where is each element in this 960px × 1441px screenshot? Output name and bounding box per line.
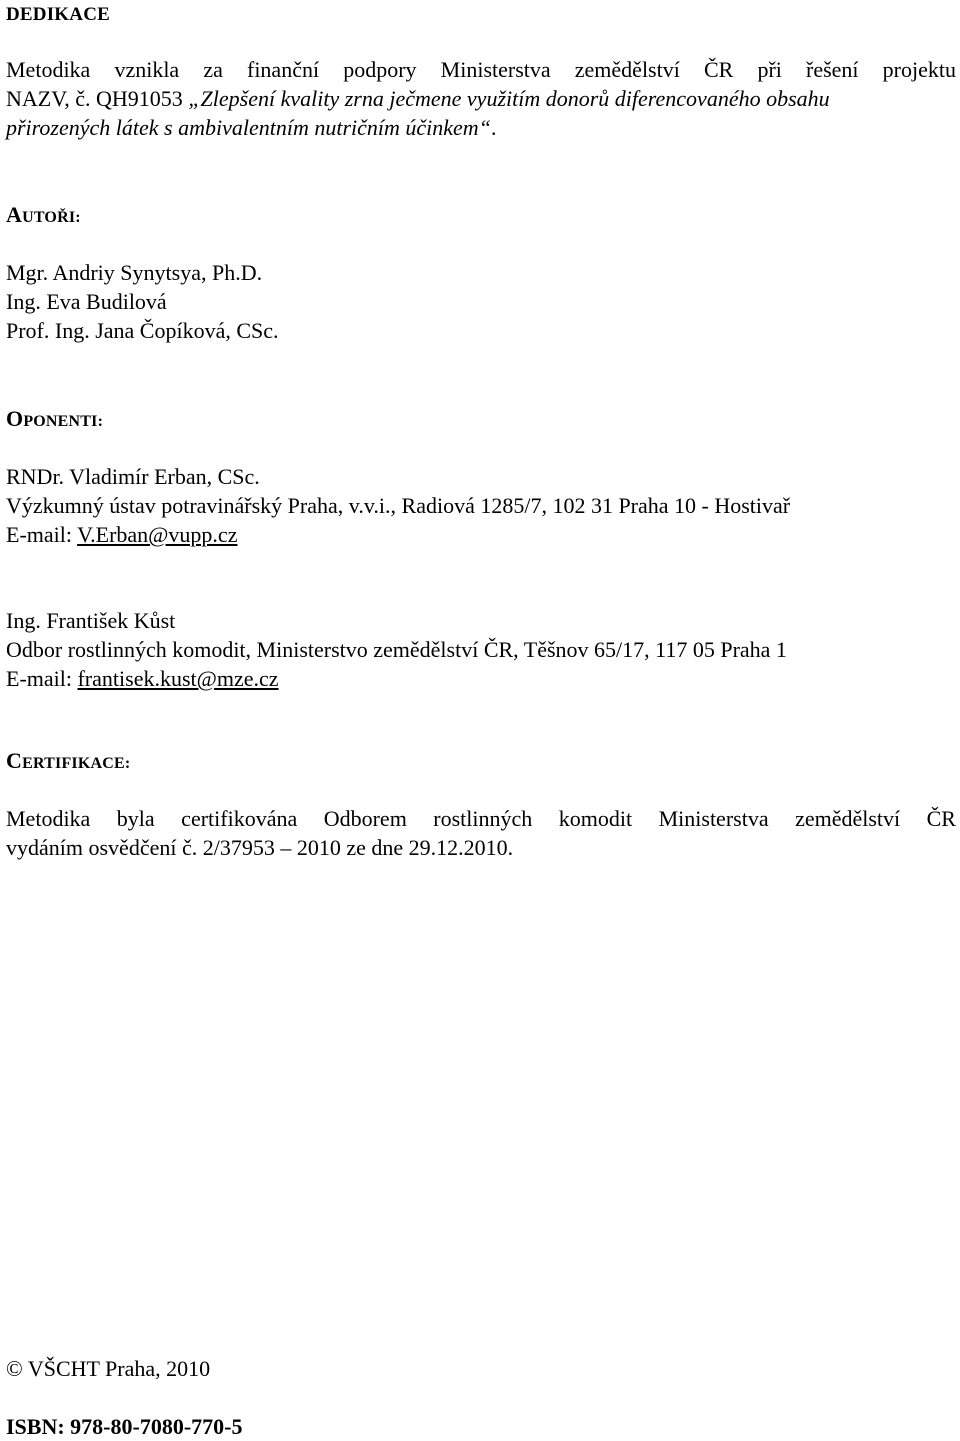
- dedication-line-2: [6, 84, 956, 113]
- project-title-part-2: přirozených látek s ambivalentním nutričním účinkem“: [6, 115, 491, 140]
- opponents-heading-rest: PONENTI:: [23, 413, 104, 430]
- author-name: Mgr. Andriy Synytsya, Ph.D.: [6, 260, 263, 285]
- certification-heading-rest: ERTIFIKACE:: [22, 755, 131, 772]
- authors-heading-initial: A: [6, 202, 23, 227]
- dedication-text: [6, 55, 956, 142]
- opponents-heading: [6, 404, 956, 436]
- opponent-1-institution: Výzkumný ústav potravinářský Praha, v.v.i., Radiová 1285/7, 102 31 Praha 10 - Hostivař: [6, 493, 791, 518]
- author-name: Ing. Eva Budilová: [6, 289, 167, 314]
- authors-heading: [6, 200, 956, 232]
- author-name: Prof. Ing. Jana Čopíková, CSc.: [6, 318, 279, 343]
- opponent-1: [6, 462, 956, 549]
- authors-heading-rest: UTOŘI:: [22, 209, 81, 226]
- opponent-1-email-line: [6, 520, 956, 549]
- project-code: NAZV, č. QH91053: [6, 86, 189, 111]
- certification-text: [6, 804, 956, 862]
- opponent-2-institution: Odbor rostlinných komodit, Ministerstvo zemědělství ČR, Těšnov 65/17, 117 05 Praha 1: [6, 637, 787, 662]
- dedication-heading: DEDIKACE: [6, 4, 111, 25]
- email-label: E-mail:: [6, 522, 78, 547]
- opponent-2: [6, 606, 956, 693]
- copyright-text: © VŠCHT Praha, 2010: [6, 1356, 211, 1381]
- opponent-1-name: RNDr. Vladimír Erban, CSc.: [6, 464, 260, 489]
- opponent-2-email-link[interactable]: frantisek.kust@mze.cz: [77, 666, 279, 691]
- period: .: [490, 115, 497, 140]
- certification-heading-initial: C: [6, 748, 23, 773]
- authors-list: [6, 258, 956, 345]
- isbn: [6, 1412, 956, 1441]
- certification-line-1: Metodika byla certifikována Odborem rostlinných komodit Ministerstva zemědělství ČR: [6, 806, 956, 831]
- opponent-2-email-line: [6, 664, 956, 693]
- dedication-section: [6, 0, 956, 29]
- dedication-line-3: [6, 113, 956, 142]
- dedication-line-1: Metodika vznikla za finanční podpory Ministerstva zemědělství ČR při řešení projektu: [6, 57, 956, 82]
- project-title-part-1: „Zlepšení kvality zrna ječmene využitím donorů diferencovaného obsahu: [188, 86, 830, 111]
- copyright: [6, 1354, 956, 1383]
- opponents-heading-initial: O: [6, 406, 24, 431]
- certification-line-2: vydáním osvědčení č. 2/37953 – 2010 ze dne 29.12.2010.: [6, 835, 514, 860]
- email-label: E-mail:: [6, 666, 78, 691]
- opponent-1-email-link[interactable]: V.Erban@vupp.cz: [77, 522, 238, 547]
- certification-heading: [6, 746, 956, 778]
- opponent-2-name: Ing. František Kůst: [6, 608, 176, 633]
- isbn-text: ISBN: 978-80-7080-770-5: [6, 1414, 243, 1439]
